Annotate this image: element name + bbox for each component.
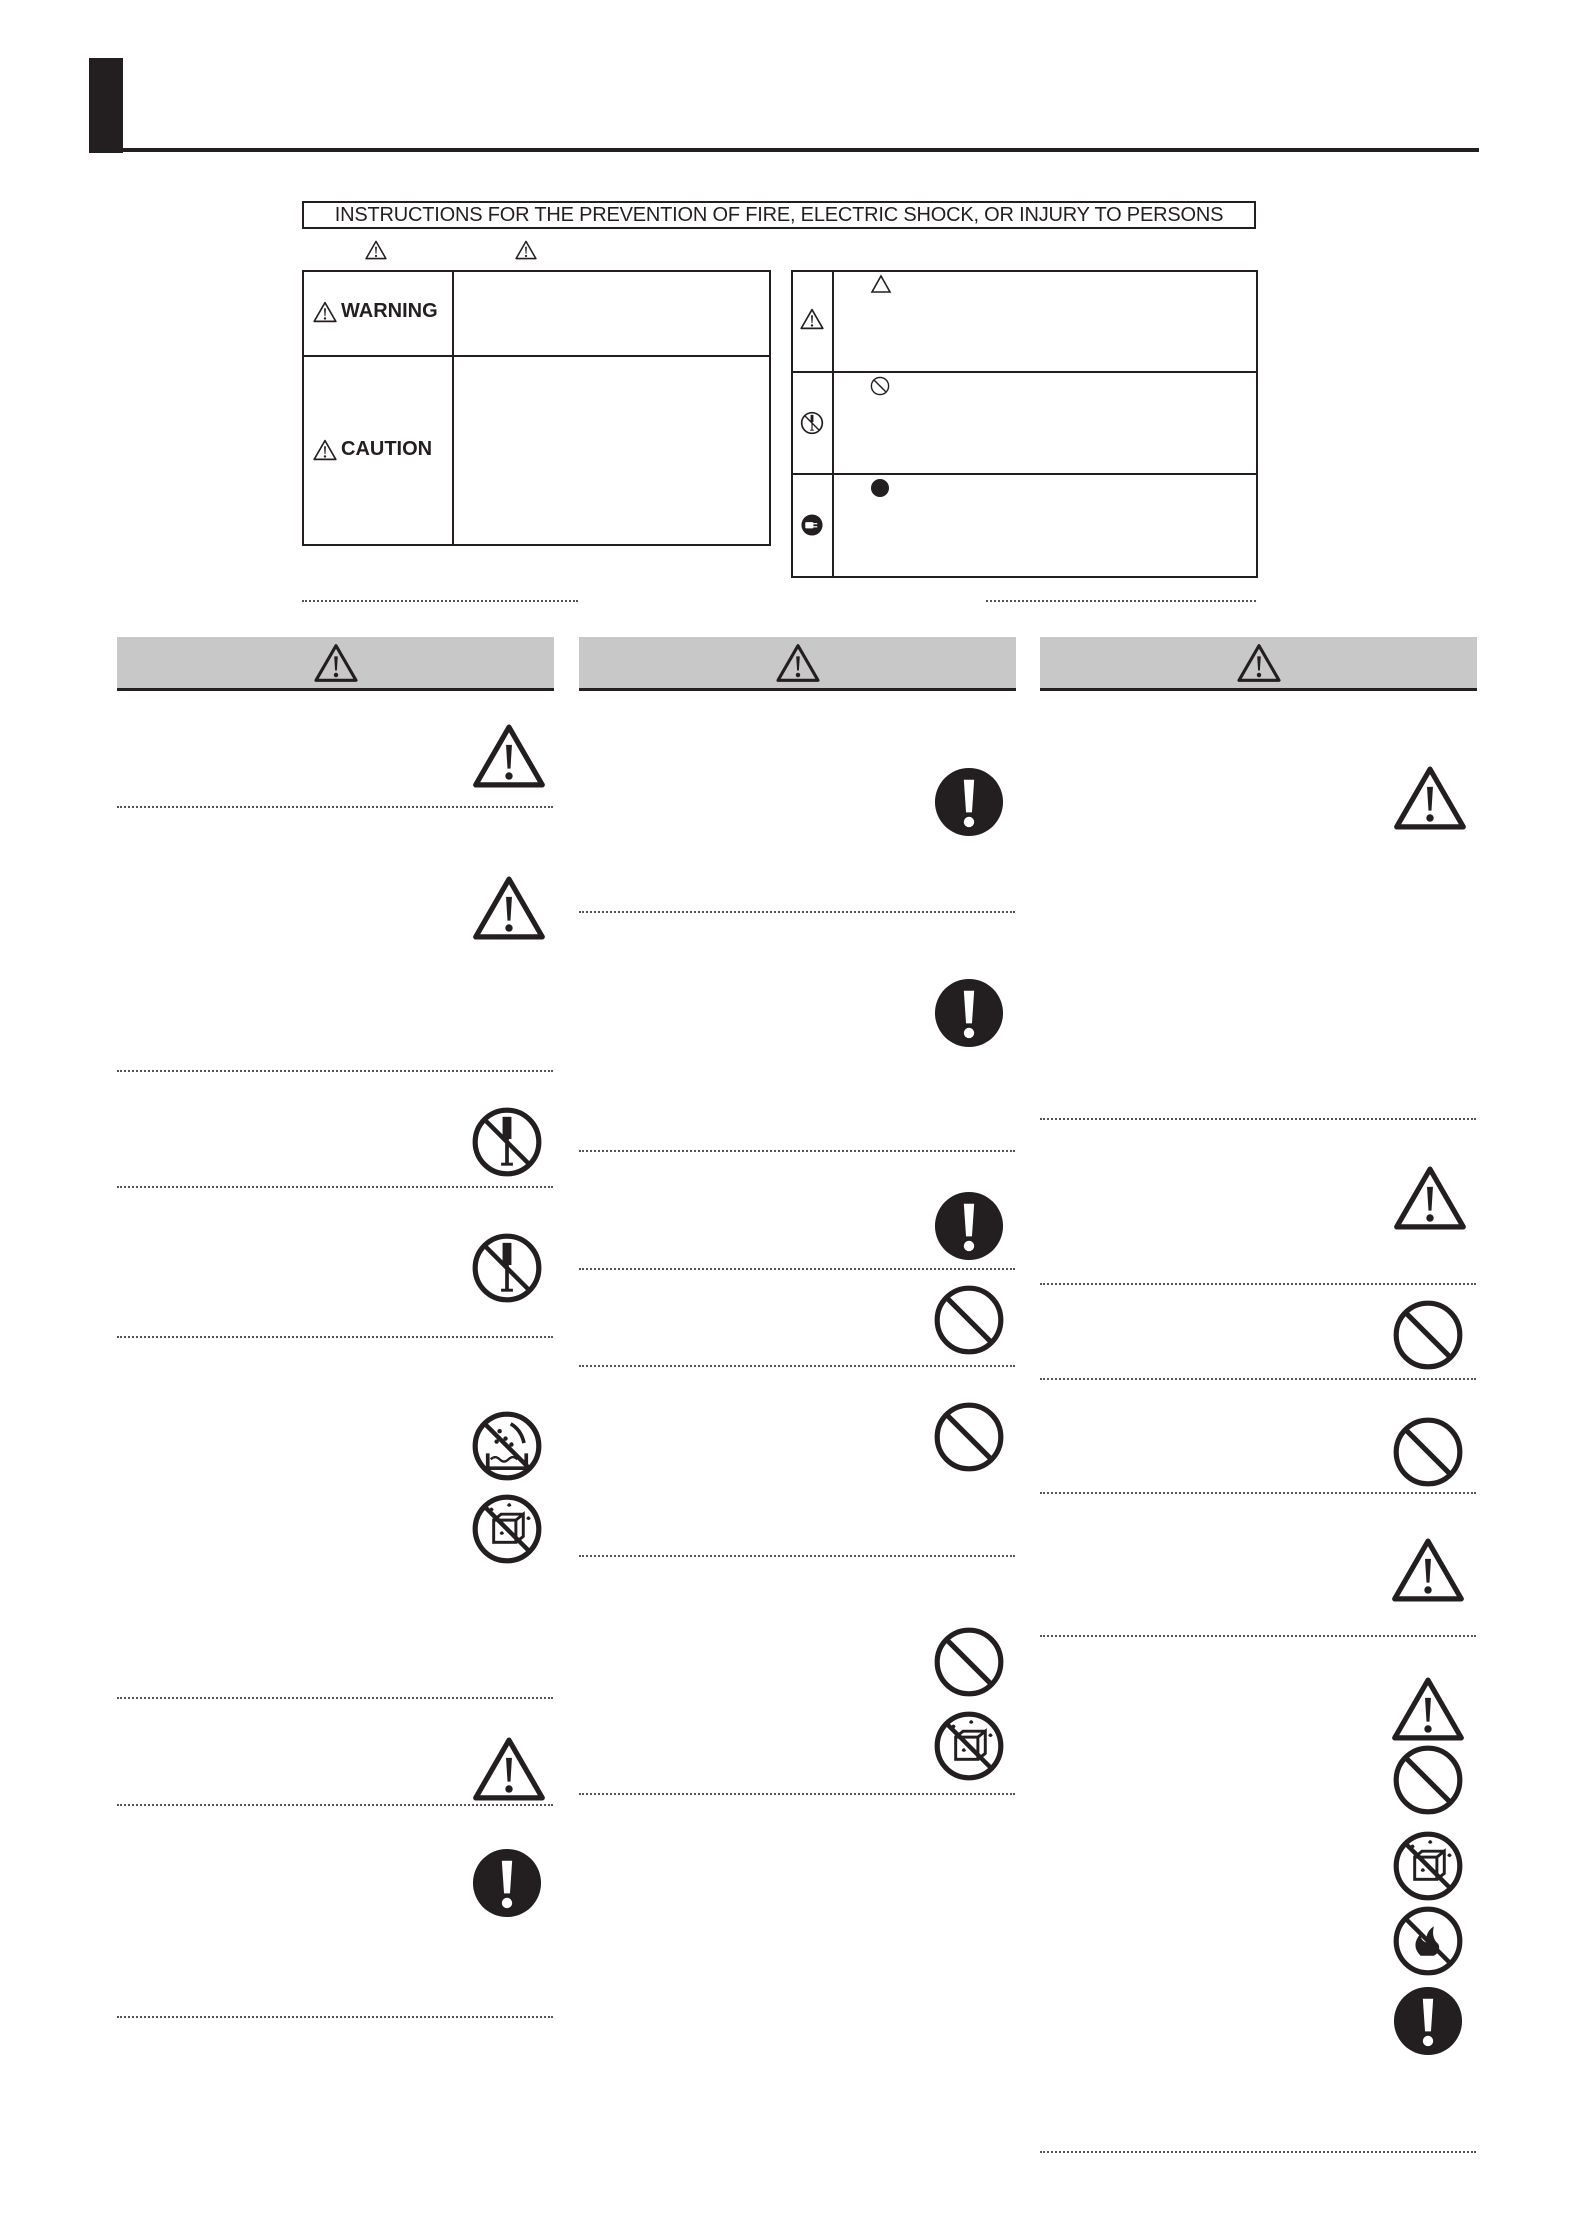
warning-triangle-icon bbox=[1393, 763, 1467, 833]
mandatory-icon bbox=[1391, 1984, 1465, 2058]
warning-triangle-icon bbox=[472, 873, 546, 943]
dotted-separator bbox=[1040, 1378, 1476, 1380]
mandatory-icon bbox=[932, 1189, 1006, 1263]
warning-column-header bbox=[579, 637, 1016, 691]
dotted-separator bbox=[579, 1365, 1015, 1367]
warning-triangle-icon bbox=[1391, 1674, 1465, 1744]
caution-label bbox=[313, 438, 432, 461]
dotted-separator bbox=[117, 2016, 553, 2018]
table-divider bbox=[832, 270, 834, 578]
no-moisture-icon bbox=[932, 1709, 1006, 1783]
warning-triangle-icon bbox=[515, 240, 537, 260]
section-tab-block bbox=[89, 58, 123, 153]
prohibited-icon bbox=[1391, 1298, 1465, 1372]
alert-triangle-icon bbox=[800, 308, 824, 330]
mandatory-icon bbox=[932, 976, 1006, 1050]
no-fire-icon bbox=[1391, 1904, 1465, 1978]
warning-label bbox=[313, 300, 438, 323]
instructions-banner bbox=[302, 201, 1256, 229]
warning-triangle-icon bbox=[365, 240, 387, 260]
dotted-separator bbox=[1040, 1118, 1476, 1120]
dotted-separator bbox=[1040, 1492, 1476, 1494]
dotted-separator bbox=[117, 1804, 553, 1806]
prohibited-icon bbox=[932, 1400, 1006, 1474]
alert-triangle-outline-icon bbox=[870, 274, 892, 294]
symbol-legend-table bbox=[791, 270, 1258, 578]
unplug-icon bbox=[800, 513, 824, 537]
mandatory-action-icon bbox=[870, 478, 890, 498]
warning-triangle-icon bbox=[1236, 643, 1282, 683]
dotted-separator bbox=[579, 1793, 1015, 1795]
dotted-separator bbox=[579, 911, 1015, 913]
warning-triangle-icon bbox=[1393, 1163, 1467, 1233]
mandatory-icon bbox=[932, 765, 1006, 839]
dotted-separator bbox=[1040, 1283, 1476, 1285]
warning-label-text: WARNING bbox=[341, 300, 438, 322]
caution-column-header bbox=[1040, 637, 1477, 691]
warning-triangle-icon bbox=[775, 643, 821, 683]
prohibited-icon bbox=[932, 1283, 1006, 1357]
warning-triangle-icon bbox=[472, 721, 546, 791]
no-moisture-icon bbox=[470, 1492, 544, 1566]
dotted-separator bbox=[579, 1268, 1015, 1270]
instructions-banner-text: INSTRUCTIONS FOR THE PREVENTION OF FIRE, ELECTRIC SHOCK, OR INJURY TO PERSONS bbox=[334, 203, 1224, 226]
dotted-separator bbox=[1040, 1635, 1476, 1637]
dotted-separator bbox=[986, 600, 1256, 602]
no-disassembly-icon bbox=[470, 1231, 544, 1305]
dotted-separator bbox=[579, 1150, 1015, 1152]
dotted-separator bbox=[579, 1555, 1015, 1557]
table-divider bbox=[302, 355, 771, 357]
no-disassembly-icon bbox=[800, 411, 824, 435]
table-divider bbox=[452, 270, 454, 546]
warning-column-header bbox=[117, 637, 554, 691]
warning-triangle-icon bbox=[1391, 1535, 1465, 1605]
warning-triangle-icon bbox=[472, 1734, 546, 1804]
warning-triangle-icon bbox=[313, 643, 359, 683]
table-divider bbox=[791, 371, 1258, 373]
prohibited-icon bbox=[1391, 1415, 1465, 1489]
dotted-separator bbox=[117, 1336, 553, 1338]
prohibition-icon bbox=[870, 376, 890, 396]
table-divider bbox=[791, 473, 1258, 475]
no-moisture-icon bbox=[1391, 1829, 1465, 1903]
prohibited-icon bbox=[1391, 1743, 1465, 1817]
header-rule bbox=[89, 148, 1479, 152]
prohibited-icon bbox=[932, 1625, 1006, 1699]
warning-triangle-icon bbox=[313, 439, 337, 461]
mandatory-icon bbox=[470, 1846, 544, 1920]
dotted-separator bbox=[117, 1697, 553, 1699]
no-disassembly-icon bbox=[470, 1105, 544, 1179]
no-water-icon bbox=[470, 1409, 544, 1483]
dotted-separator bbox=[302, 600, 578, 602]
caution-label-text: CAUTION bbox=[341, 438, 433, 460]
warning-triangle-icon bbox=[313, 301, 337, 323]
dotted-separator bbox=[117, 806, 553, 808]
dotted-separator bbox=[1040, 2151, 1476, 2153]
dotted-separator bbox=[117, 1070, 553, 1072]
dotted-separator bbox=[117, 1186, 553, 1188]
